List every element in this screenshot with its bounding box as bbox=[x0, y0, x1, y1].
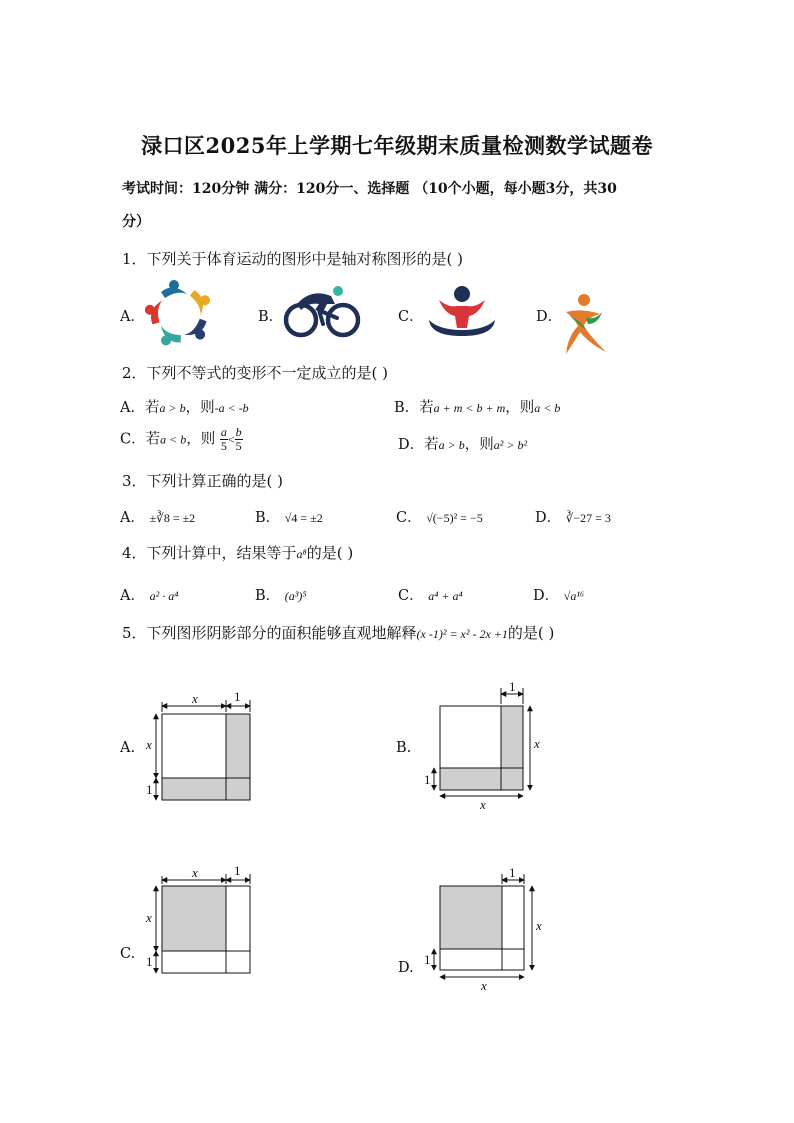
q5-b-bottom-x-label: x bbox=[480, 797, 486, 812]
q3-a-label: A． bbox=[120, 510, 145, 526]
q2-a-prefix: A．若 bbox=[120, 400, 160, 416]
q5-a-top-1-label: 1 bbox=[234, 689, 241, 704]
q5-stem-math: (x -1)² = x² - 2x +1 bbox=[416, 627, 508, 641]
q2-d-result: a² > b² bbox=[493, 438, 528, 452]
q4-stem-suffix: 的是( ) bbox=[306, 544, 354, 562]
q5-d-side-1-label: 1 bbox=[424, 952, 431, 967]
q5-b-side-x-label: x bbox=[534, 736, 540, 751]
q5-c-top-1-label: 1 bbox=[234, 863, 241, 878]
q5-option-c-label[interactable]: C. bbox=[120, 946, 136, 962]
q4-b-label: B． bbox=[255, 588, 281, 604]
q4-stem-prefix: 4．下列计算中，结果等于 bbox=[122, 544, 297, 562]
q1-option-d-label[interactable]: D． bbox=[536, 309, 563, 325]
q4-d-label: D． bbox=[533, 588, 560, 604]
q2-a-result: -a < -b bbox=[214, 401, 249, 415]
q2-b-prefix: B．若 bbox=[394, 400, 434, 416]
q5-option-a-label[interactable]: A. bbox=[120, 740, 136, 756]
q4-a-math: a² · a⁴ bbox=[149, 589, 179, 603]
q5-a-side-x-label: x bbox=[146, 737, 152, 752]
q2-b-condition: a + m < b + m bbox=[433, 401, 506, 415]
q4-a-label: A． bbox=[120, 588, 145, 604]
q5-b-top-1-label: 1 bbox=[509, 679, 516, 694]
q4-c-label: C． bbox=[398, 588, 424, 604]
q4-d-math: √a¹⁶ bbox=[563, 589, 585, 603]
q5-d-bottom-x-label: x bbox=[481, 978, 487, 993]
q5-diagram-a bbox=[156, 700, 250, 800]
q1-option-b-label[interactable]: B． bbox=[258, 309, 284, 325]
q3-c-label: C． bbox=[396, 510, 422, 526]
question-1-stem: 1．下列关于体育运动的图形中是轴对称图形的是( ) bbox=[122, 250, 464, 268]
q5-c-top-x-label: x bbox=[192, 865, 198, 880]
q5-c-side-x-label: x bbox=[146, 910, 152, 925]
q2-d-prefix: D．若 bbox=[398, 437, 439, 453]
q3-d-label: D． bbox=[535, 510, 562, 526]
q2-b-result: a < b bbox=[534, 401, 561, 415]
q5-a-top-x-label: x bbox=[192, 691, 198, 706]
q4-b-math: (a³)⁵ bbox=[284, 589, 307, 603]
q2-c-then: ，则 bbox=[186, 431, 216, 448]
q2-c-condition: a < b bbox=[160, 432, 187, 447]
q2-c-less-than: < bbox=[227, 432, 235, 447]
q2-c-numerator-a: a bbox=[220, 425, 227, 439]
q3-b-math: √4 = ±2 bbox=[284, 511, 323, 525]
q4-stem-math: a⁸ bbox=[296, 547, 307, 561]
q2-d-then: ，则 bbox=[464, 437, 494, 453]
q5-diagram-b bbox=[434, 688, 530, 796]
q5-stem-suffix: 的是( ) bbox=[507, 624, 555, 642]
q2-a-condition: a > b bbox=[159, 401, 186, 415]
q2-a-then: ，则 bbox=[185, 400, 215, 416]
q5-stem-prefix: 5．下列图形阴影部分的面积能够直观地解释 bbox=[122, 624, 417, 642]
q2-c-prefix: C．若 bbox=[120, 431, 161, 448]
question-3-stem: 3．下列计算正确的是( ) bbox=[122, 472, 284, 490]
q4-c-math: a⁴ + a⁴ bbox=[428, 589, 463, 603]
q1-option-c-label[interactable]: C． bbox=[398, 309, 424, 325]
q5-c-side-1-label: 1 bbox=[146, 954, 153, 969]
q3-c-math: √(−5)² = −5 bbox=[426, 511, 483, 525]
q5-option-d-label[interactable]: D. bbox=[398, 960, 414, 976]
q3-a-math: ±∛8 = ±2 bbox=[149, 511, 196, 525]
page-title: 渌口区2025年上学期七年级期末质量检测数学试题卷 bbox=[141, 133, 653, 158]
q2-b-then: ，则 bbox=[505, 400, 535, 416]
q5-d-side-x-label: x bbox=[536, 918, 542, 933]
q5-a-side-1-label: 1 bbox=[146, 782, 153, 797]
q3-d-math: ∛−27 = 3 bbox=[565, 511, 611, 525]
q1-option-a-label[interactable]: A． bbox=[120, 309, 145, 325]
question-2-stem: 2．下列不等式的变形不一定成立的是( ) bbox=[122, 364, 389, 382]
q5-b-side-1-label: 1 bbox=[424, 772, 431, 787]
q2-c-denominator-b: 5 bbox=[235, 439, 242, 453]
q5-option-b-label[interactable]: B. bbox=[396, 740, 412, 756]
q2-c-numerator-b: b bbox=[235, 425, 242, 439]
exam-info-line2: 分） bbox=[122, 214, 150, 230]
q5-d-top-1-label: 1 bbox=[509, 865, 516, 880]
q5-diagram-d bbox=[434, 874, 532, 977]
q2-c-denominator-a: 5 bbox=[220, 439, 227, 453]
exam-info-line1: 考试时间：120分钟 满分：120分一、选择题 （10个小题，每小题3分，共30 bbox=[122, 181, 617, 197]
q3-b-label: B． bbox=[255, 510, 281, 526]
q2-d-condition: a > b bbox=[438, 438, 465, 452]
q5-diagram-c bbox=[156, 874, 250, 973]
